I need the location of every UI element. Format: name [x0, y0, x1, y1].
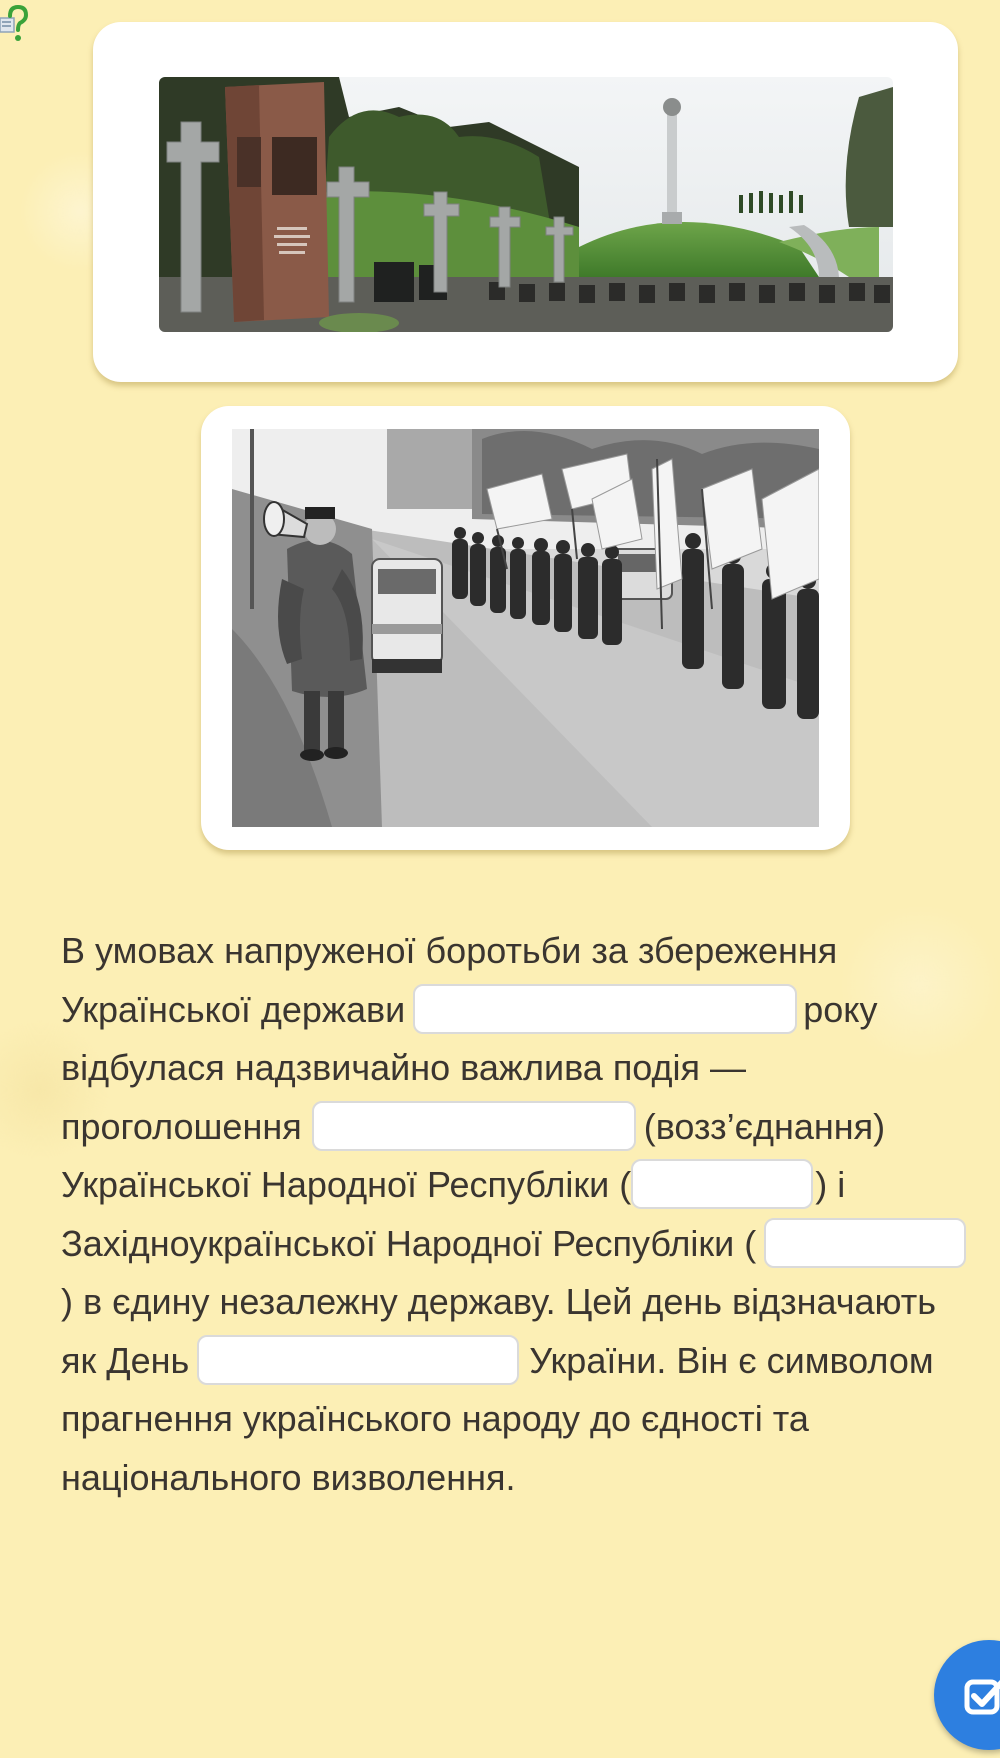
exercise-text: (возз’єднання): [643, 1105, 886, 1147]
exercise-text: проголошення: [61, 1105, 302, 1147]
check-answers-button[interactable]: [934, 1640, 1000, 1750]
checkbox-check-icon: [964, 1676, 1000, 1721]
exercise-text: ) в єдину незалежну державу. Цей день відзначають: [61, 1281, 937, 1322]
help-question-icon[interactable]: [0, 4, 28, 44]
answer-blank-day-name[interactable]: [197, 1335, 519, 1385]
exercise-text: року: [803, 988, 878, 1030]
exercise-text: України. Він є символом: [529, 1339, 934, 1381]
human-chain-flags-photo: [232, 429, 819, 827]
answer-blank-zunr-abbr[interactable]: [764, 1218, 966, 1268]
exercise-text: відбулася надзвичайно важлива подія —: [61, 1047, 747, 1088]
answer-blank-year[interactable]: [413, 984, 797, 1034]
image-card-memorial: [93, 22, 958, 382]
exercise-text: прагнення українського народу до єдності та: [61, 1398, 809, 1439]
exercise-text: В умовах напруженої боротьби за збереження: [61, 930, 838, 971]
exercise-text: ) і: [815, 1164, 846, 1205]
exercise-text: Української держави: [61, 988, 406, 1030]
image-card-human-chain: [201, 406, 850, 850]
answer-blank-event[interactable]: [312, 1101, 636, 1151]
exercise-text: як День: [61, 1339, 190, 1381]
exercise-text: Західноукраїнської Народної Республіки (: [61, 1222, 757, 1264]
exercise-text: Української Народної Республіки (: [61, 1164, 632, 1205]
answer-blank-unr-abbr[interactable]: [631, 1159, 813, 1209]
fill-in-exercise: [61, 922, 981, 1507]
memorial-cemetery-photo: [159, 77, 893, 332]
exercise-text: національного визволення.: [61, 1456, 516, 1498]
